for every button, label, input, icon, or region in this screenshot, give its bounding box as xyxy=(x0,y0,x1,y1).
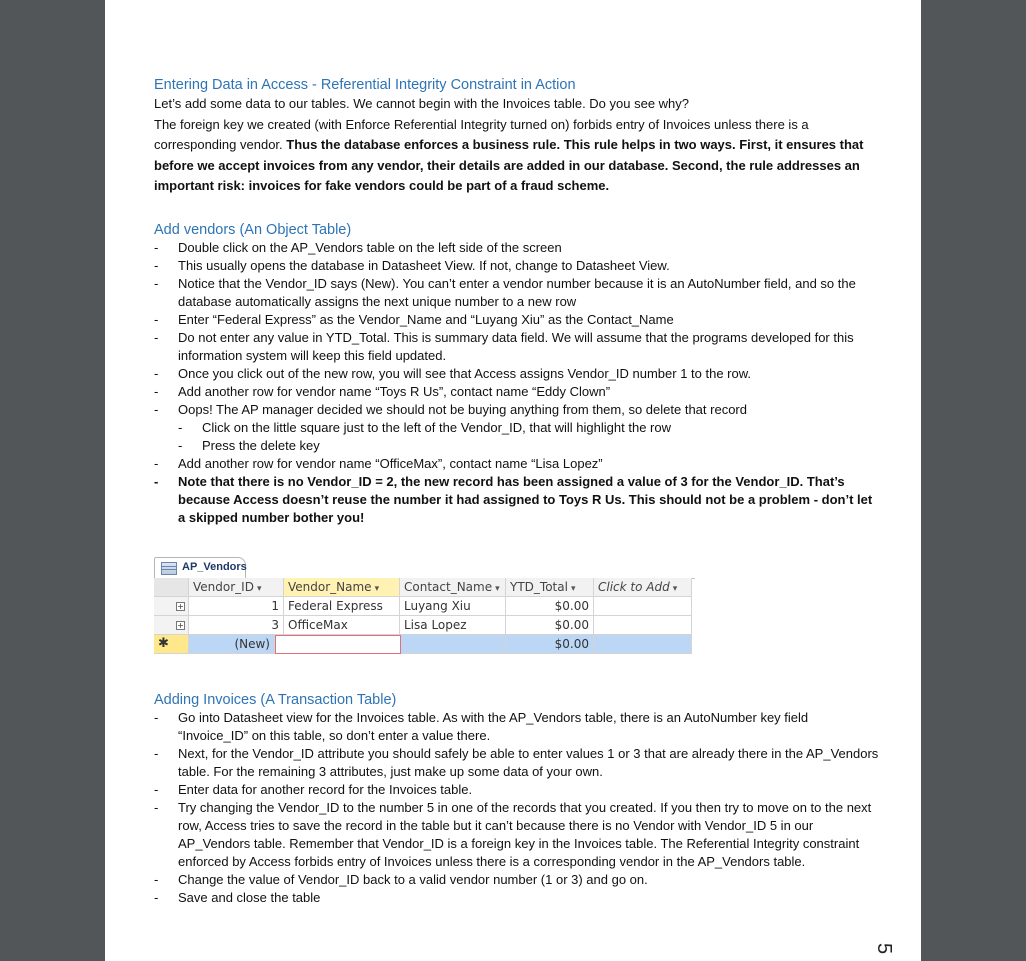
header-label: Contact_Name xyxy=(404,579,493,594)
cell-click-to-add-new[interactable] xyxy=(594,635,692,654)
foreign-key-paragraph xyxy=(154,115,879,197)
list-item-note: - Note that there is no Vendor_ID = 2, the new record has been assigned a value of 3 for the Vendor_ID. That’s because Access doesn’t reuse the number it had assigned to Toys R Us. This should not be a problem - don’t let a skipped number bother you! xyxy=(154,473,879,527)
dropdown-arrow-icon[interactable]: ▾ xyxy=(570,583,576,594)
table-row xyxy=(154,616,695,635)
cell-vendor-name[interactable]: OfficeMax xyxy=(284,616,400,635)
intro-paragraph: Let’s add some data to our tables. We cannot begin with the Invoices table. Do you see why? xyxy=(154,96,690,111)
list-item: - Do not enter any value in YTD_Total. This is summary data field. We will assume that the programs developed for this information system will keep this field updated. xyxy=(154,329,879,365)
cell-contact-name[interactable]: Lisa Lopez xyxy=(400,616,506,635)
list-item: - Try changing the Vendor_ID to the number 5 in one of the records that you created. If you then try to move on to the next row, Access tries to save the record in the table but it can’t because there is no Vendor with Vendor_ID 5 in our AP_Vendors table. Remember that Vendor_ID is a foreign key in the Invoices table. The Referential Integrity constraint enforced by Access forbids entry of Invoices unless there is a corresponding vendor in the AP_Vendors table. xyxy=(154,799,879,871)
section-heading-add-vendors: Add vendors (An Object Table) xyxy=(154,221,352,238)
header-label: Click to Add xyxy=(598,579,670,594)
business-rule-text: Thus the database enforces a business rule. This rule helps in two ways. First, it ensures that before we accept invoices from any vendor, their details are added in our database. Second, the rule addresses an important risk: invoices for fake vendors could be part of a fraud scheme. xyxy=(154,137,864,193)
list-item: - Add another row for vendor name “OfficeMax”, contact name “Lisa Lopez” xyxy=(154,455,879,473)
list-item: - Notice that the Vendor_ID says (New). You can’t enter a vendor number because it is an AutoNumber field, and so the database automatically assigns the next unique number to a new row xyxy=(154,275,879,311)
new-record-row xyxy=(154,635,695,654)
section-heading-adding-invoices: Adding Invoices (A Transaction Table) xyxy=(154,691,397,708)
list-item: - Double click on the AP_Vendors table on the left side of the screen xyxy=(154,239,879,257)
tab-ap-vendors[interactable] xyxy=(154,557,246,578)
ap-vendors-datasheet xyxy=(154,557,695,661)
list-item: - Enter “Federal Express” as the Vendor_Name and “Luyang Xiu” as the Contact_Name xyxy=(154,311,879,329)
tab-label: AP_Vendors xyxy=(182,560,247,573)
cell-vendor-name-new[interactable] xyxy=(275,635,401,654)
record-selector[interactable] xyxy=(154,597,189,616)
list-item: - Oops! The AP manager decided we should not be buying anything from them, so delete that record xyxy=(154,401,879,419)
add-vendors-list-continued xyxy=(154,455,879,527)
cell-vendor-id-new[interactable]: (New) xyxy=(189,635,275,654)
section-heading-referential-integrity: Entering Data in Access - Referential Integrity Constraint in Action xyxy=(154,77,576,93)
foreign-key-text: The foreign key we created (with Enforce Referential Integrity turned on) forbids entry of Invoices unless there is a corresponding vendor. xyxy=(154,116,809,152)
header-row xyxy=(154,578,695,597)
column-header-contact-name[interactable] xyxy=(400,578,506,597)
select-all-corner[interactable] xyxy=(154,578,189,597)
column-header-click-to-add[interactable] xyxy=(594,578,692,597)
cell-contact-name-new[interactable] xyxy=(401,635,506,654)
dropdown-arrow-icon[interactable]: ▾ xyxy=(256,583,262,594)
list-item: - Next, for the Vendor_ID attribute you should safely be able to enter values 1 or 3 that are already there in the AP_Vendors table. For the remaining 3 attributes, just make up some data of your own. xyxy=(154,745,879,781)
list-item: - Enter data for another record for the Invoices table. xyxy=(154,781,879,799)
header-label: Vendor_Name xyxy=(288,579,372,594)
table-icon xyxy=(161,562,177,575)
datasheet-tab-bar xyxy=(154,557,695,579)
dropdown-arrow-icon[interactable]: ▾ xyxy=(672,583,678,594)
record-selector[interactable] xyxy=(154,616,189,635)
page-number: 5 xyxy=(873,943,895,955)
list-item: - Press the delete key xyxy=(178,437,879,455)
cell-ytd-total[interactable]: $0.00 xyxy=(506,597,594,616)
cell-click-to-add[interactable] xyxy=(594,597,692,616)
list-item: - This usually opens the database in Datasheet View. If not, change to Datasheet View. xyxy=(154,257,879,275)
add-vendors-list xyxy=(154,239,879,419)
adding-invoices-list xyxy=(154,709,879,907)
table-row xyxy=(154,597,695,616)
list-item: - Save and close the table xyxy=(154,889,879,907)
new-record-marker-icon[interactable]: ✱ xyxy=(154,635,189,654)
delete-record-sublist xyxy=(178,419,879,455)
dropdown-arrow-icon[interactable]: ▾ xyxy=(374,583,380,594)
cell-vendor-id[interactable]: 1 xyxy=(189,597,284,616)
list-item: - Go into Datasheet view for the Invoices table. As with the AP_Vendors table, there is an AutoNumber key field “Invoice_ID” on this table, so don’t enter a value there. xyxy=(154,709,879,745)
column-header-vendor-name[interactable] xyxy=(284,578,400,597)
column-header-ytd-total[interactable] xyxy=(506,578,594,597)
list-item: - Add another row for vendor name “Toys R Us”, contact name “Eddy Clown” xyxy=(154,383,879,401)
expand-icon[interactable]: + xyxy=(177,620,184,630)
cell-vendor-id[interactable]: 3 xyxy=(189,616,284,635)
header-label: YTD_Total xyxy=(510,579,568,594)
cell-vendor-name[interactable]: Federal Express xyxy=(284,597,400,616)
page-content xyxy=(154,76,879,907)
cell-contact-name[interactable]: Luyang Xiu xyxy=(400,597,506,616)
document-page xyxy=(105,0,921,961)
dropdown-arrow-icon[interactable]: ▾ xyxy=(495,583,500,594)
list-item: - Once you click out of the new row, you will see that Access assigns Vendor_ID number 1 to the row. xyxy=(154,365,879,383)
cell-click-to-add[interactable] xyxy=(594,616,692,635)
list-item: - Click on the little square just to the left of the Vendor_ID, that will highlight the row xyxy=(178,419,879,437)
column-header-vendor-id[interactable] xyxy=(189,578,284,597)
list-item: - Change the value of Vendor_ID back to a valid vendor number (1 or 3) and go on. xyxy=(154,871,879,889)
cell-ytd-total-new[interactable]: $0.00 xyxy=(506,635,594,654)
header-label: Vendor_ID xyxy=(193,579,254,594)
expand-icon[interactable]: + xyxy=(177,601,184,611)
cell-ytd-total[interactable]: $0.00 xyxy=(506,616,594,635)
